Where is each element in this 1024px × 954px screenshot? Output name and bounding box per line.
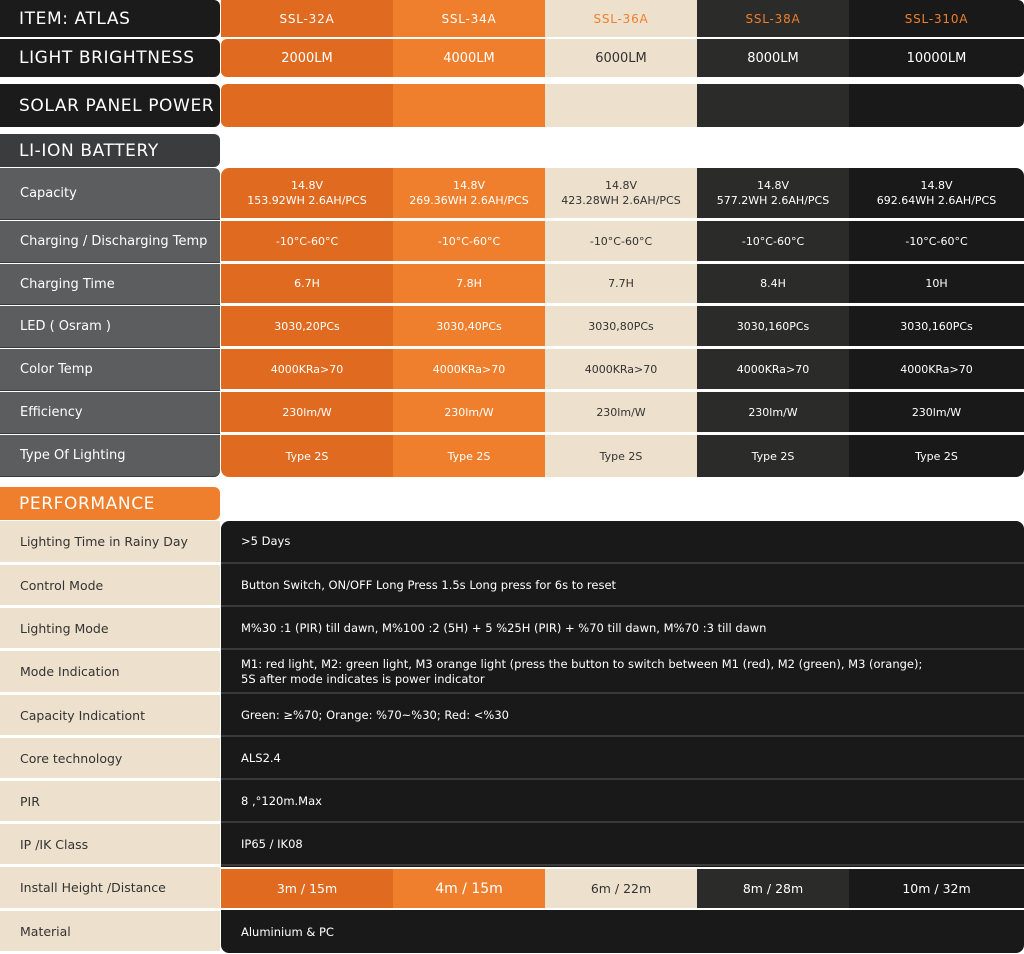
solar-value-cell — [545, 84, 697, 127]
model-header-ssl-34a: SSL-34A — [393, 0, 545, 37]
performance-row-value: M%30 :1 (PIR) till dawn, M%100 :2 (5H) + 5 %25H (PIR) + %70 till dawn, M%70 :3 till dawn — [221, 608, 1024, 650]
model-header-ssl-310a: SSL-310A — [849, 0, 1024, 37]
performance-row-label: Capacity Indicationt — [0, 695, 220, 737]
battery-value-cell: -10°C-60°C — [545, 221, 697, 263]
battery-value-cell: Type 2S — [849, 435, 1024, 477]
brightness-value: 2000LM — [221, 39, 393, 77]
performance-row-label: IP /IK Class — [0, 824, 220, 866]
brightness-value: 10000LM — [849, 39, 1024, 77]
battery-value-cell: 14.8V 269.36WH 2.6AH/PCS — [393, 168, 545, 220]
battery-row-label: Capacity — [0, 168, 220, 220]
battery-value-cell: 14.8V 692.64WH 2.6AH/PCS — [849, 168, 1024, 220]
performance-row-value: IP65 / IK08 — [221, 824, 1024, 866]
performance-row-label: Control Mode — [0, 565, 220, 607]
model-header-ssl-38a: SSL-38A — [697, 0, 849, 37]
battery-value-cell: Type 2S — [221, 435, 393, 477]
brightness-value: 6000LM — [545, 39, 697, 77]
performance-row-value: >5 Days — [221, 521, 1024, 564]
performance-label: PERFORMANCE — [0, 487, 220, 520]
battery-value-cell: 14.8V 153.92WH 2.6AH/PCS — [221, 168, 393, 220]
brightness-value: 8000LM — [697, 39, 849, 77]
battery-value-cell: Type 2S — [393, 435, 545, 477]
battery-row-label: Charging Time — [0, 264, 220, 305]
battery-value-cell: 8.4H — [697, 264, 849, 305]
performance-row-value: Green: ≥%70; Orange: %70~%30; Red: <%30 — [221, 695, 1024, 737]
install-height-cell: 8m / 28m — [697, 867, 849, 910]
battery-value-cell: 3030,160PCs — [697, 306, 849, 348]
install-height-cell: 4m / 15m — [393, 867, 545, 910]
performance-row-value: M1: red light, M2: green light, M3 orange light (press the button to switch between M1 (red), M2 (green), M3 (orange); 5S after mode indicates is power indicator — [221, 651, 1024, 694]
install-height-cell: 10m / 32m — [849, 867, 1024, 910]
battery-value-cell: -10°C-60°C — [849, 221, 1024, 263]
performance-row-label: Lighting Time in Rainy Day — [0, 521, 220, 564]
solar-value-cell — [221, 84, 393, 127]
performance-row-label: Install Height /Distance — [0, 867, 220, 910]
install-height-cell: 3m / 15m — [221, 867, 393, 910]
model-header-ssl-32a: SSL-32A — [221, 0, 393, 37]
battery-row-label: Type Of Lighting — [0, 435, 220, 477]
performance-row-label: PIR — [0, 781, 220, 823]
performance-row-value: Aluminium & PC — [241, 924, 334, 939]
battery-value-cell: 4000KRa>70 — [697, 349, 849, 391]
battery-value-cell: 14.8V 577.2WH 2.6AH/PCS — [697, 168, 849, 220]
performance-row-label: Lighting Mode — [0, 608, 220, 650]
battery-value-cell: 4000KRa>70 — [849, 349, 1024, 391]
battery-row-label: Color Temp — [0, 349, 220, 391]
battery-value-cell: 230lm/W — [545, 392, 697, 434]
install-height-cell: 6m / 22m — [545, 867, 697, 910]
battery-value-cell: 3030,40PCs — [393, 306, 545, 348]
solar-value-cell — [393, 84, 545, 127]
battery-value-cell: 7.7H — [545, 264, 697, 305]
performance-row-value: Button Switch, ON/OFF Long Press 1.5s Long press for 6s to reset — [221, 565, 1024, 607]
performance-row-label: Core technology — [0, 738, 220, 780]
battery-value-cell: -10°C-60°C — [393, 221, 545, 263]
solar-value-cell — [849, 84, 1024, 127]
li-ion-battery-label: LI-ION BATTERY — [0, 134, 220, 167]
performance-row-value: ALS2.4 — [221, 738, 1024, 780]
battery-row-label: LED ( Osram ) — [0, 306, 220, 348]
item-label: ITEM: ATLAS — [0, 0, 220, 37]
battery-value-cell: 4000KRa>70 — [221, 349, 393, 391]
performance-row-label: Material — [0, 911, 220, 953]
battery-row-label: Efficiency — [0, 392, 220, 434]
battery-value-cell: 230lm/W — [221, 392, 393, 434]
battery-value-cell: 3030,20PCs — [221, 306, 393, 348]
battery-value-cell: 6.7H — [221, 264, 393, 305]
model-header-ssl-36a: SSL-36A — [545, 0, 697, 37]
performance-row-label: Mode Indication — [0, 651, 220, 694]
battery-value-cell: -10°C-60°C — [697, 221, 849, 263]
battery-value-cell: 4000KRa>70 — [545, 349, 697, 391]
battery-value-cell: -10°C-60°C — [221, 221, 393, 263]
light-brightness-label: LIGHT BRIGHTNESS — [0, 39, 220, 77]
battery-value-cell: 4000KRa>70 — [393, 349, 545, 391]
battery-value-cell: 230lm/W — [849, 392, 1024, 434]
battery-value-cell: 7.8H — [393, 264, 545, 305]
battery-value-cell: 230lm/W — [697, 392, 849, 434]
performance-row-value: 8 ,°120m.Max — [221, 781, 1024, 823]
battery-value-cell: 3030,160PCs — [849, 306, 1024, 348]
battery-row-label: Charging / Discharging Temp — [0, 221, 220, 263]
battery-value-cell: Type 2S — [545, 435, 697, 477]
battery-value-cell: 10H — [849, 264, 1024, 305]
battery-value-cell: 230lm/W — [393, 392, 545, 434]
solar-value-cell — [697, 84, 849, 127]
battery-value-cell: Type 2S — [697, 435, 849, 477]
battery-value-cell: 14.8V 423.28WH 2.6AH/PCS — [545, 168, 697, 220]
brightness-value: 4000LM — [393, 39, 545, 77]
solar-panel-power-label: SOLAR PANEL POWER — [0, 84, 220, 127]
battery-value-cell: 3030,80PCs — [545, 306, 697, 348]
